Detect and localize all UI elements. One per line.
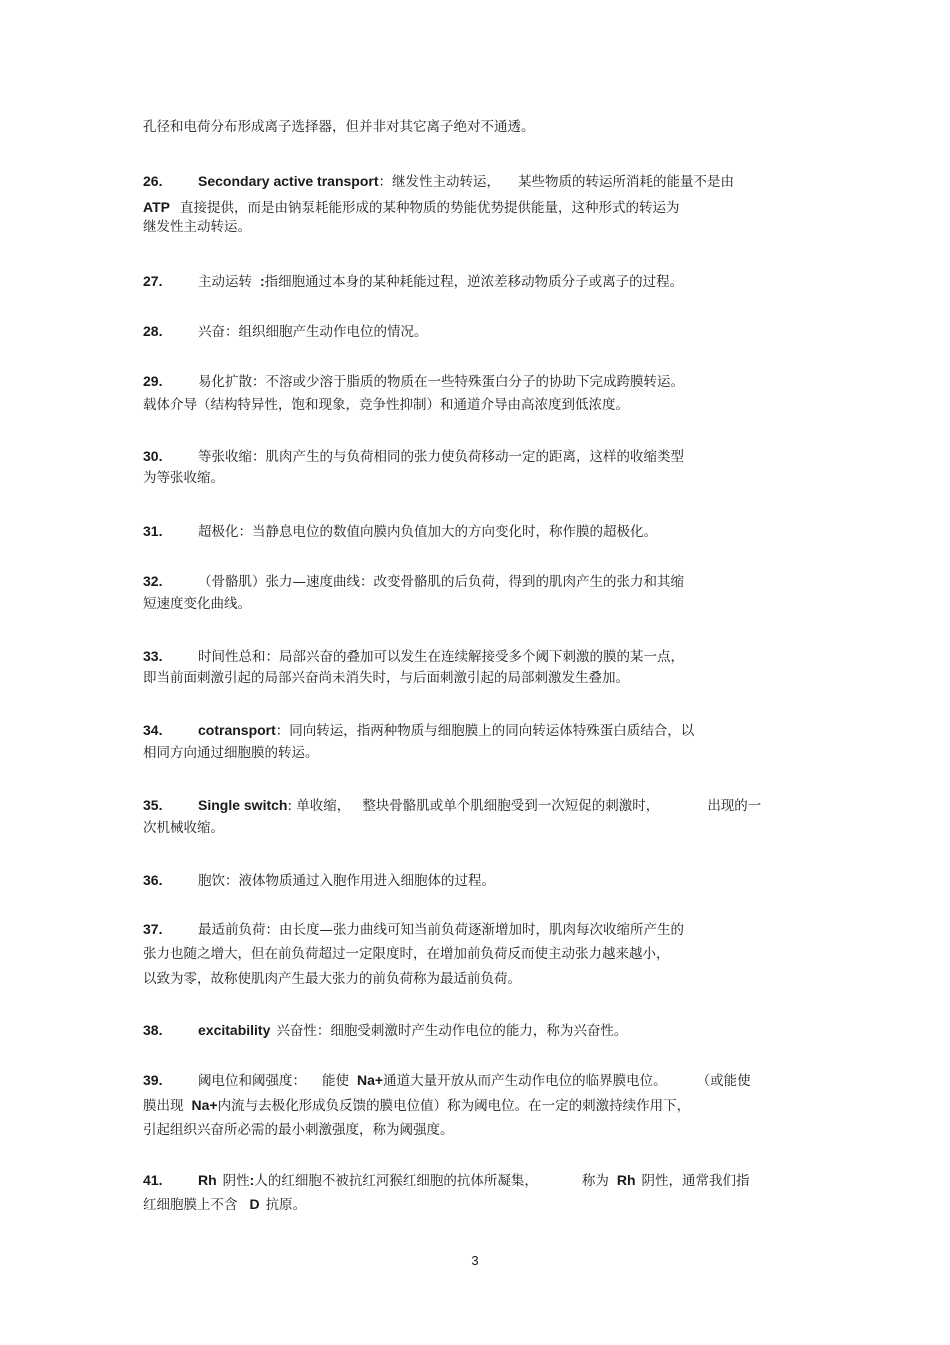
- term-en: excitability: [198, 1022, 271, 1038]
- page-number: 3: [471, 1253, 479, 1268]
- intro-line: 孔径和电荷分布形成离子选择器，但并非对其它离子绝对不通透。: [143, 119, 535, 135]
- term-en: cotransport: [198, 722, 276, 738]
- entry-number: 26.: [143, 173, 163, 189]
- term-en: Secondary active transport: [198, 173, 379, 189]
- term-en: Single switch: [198, 797, 288, 813]
